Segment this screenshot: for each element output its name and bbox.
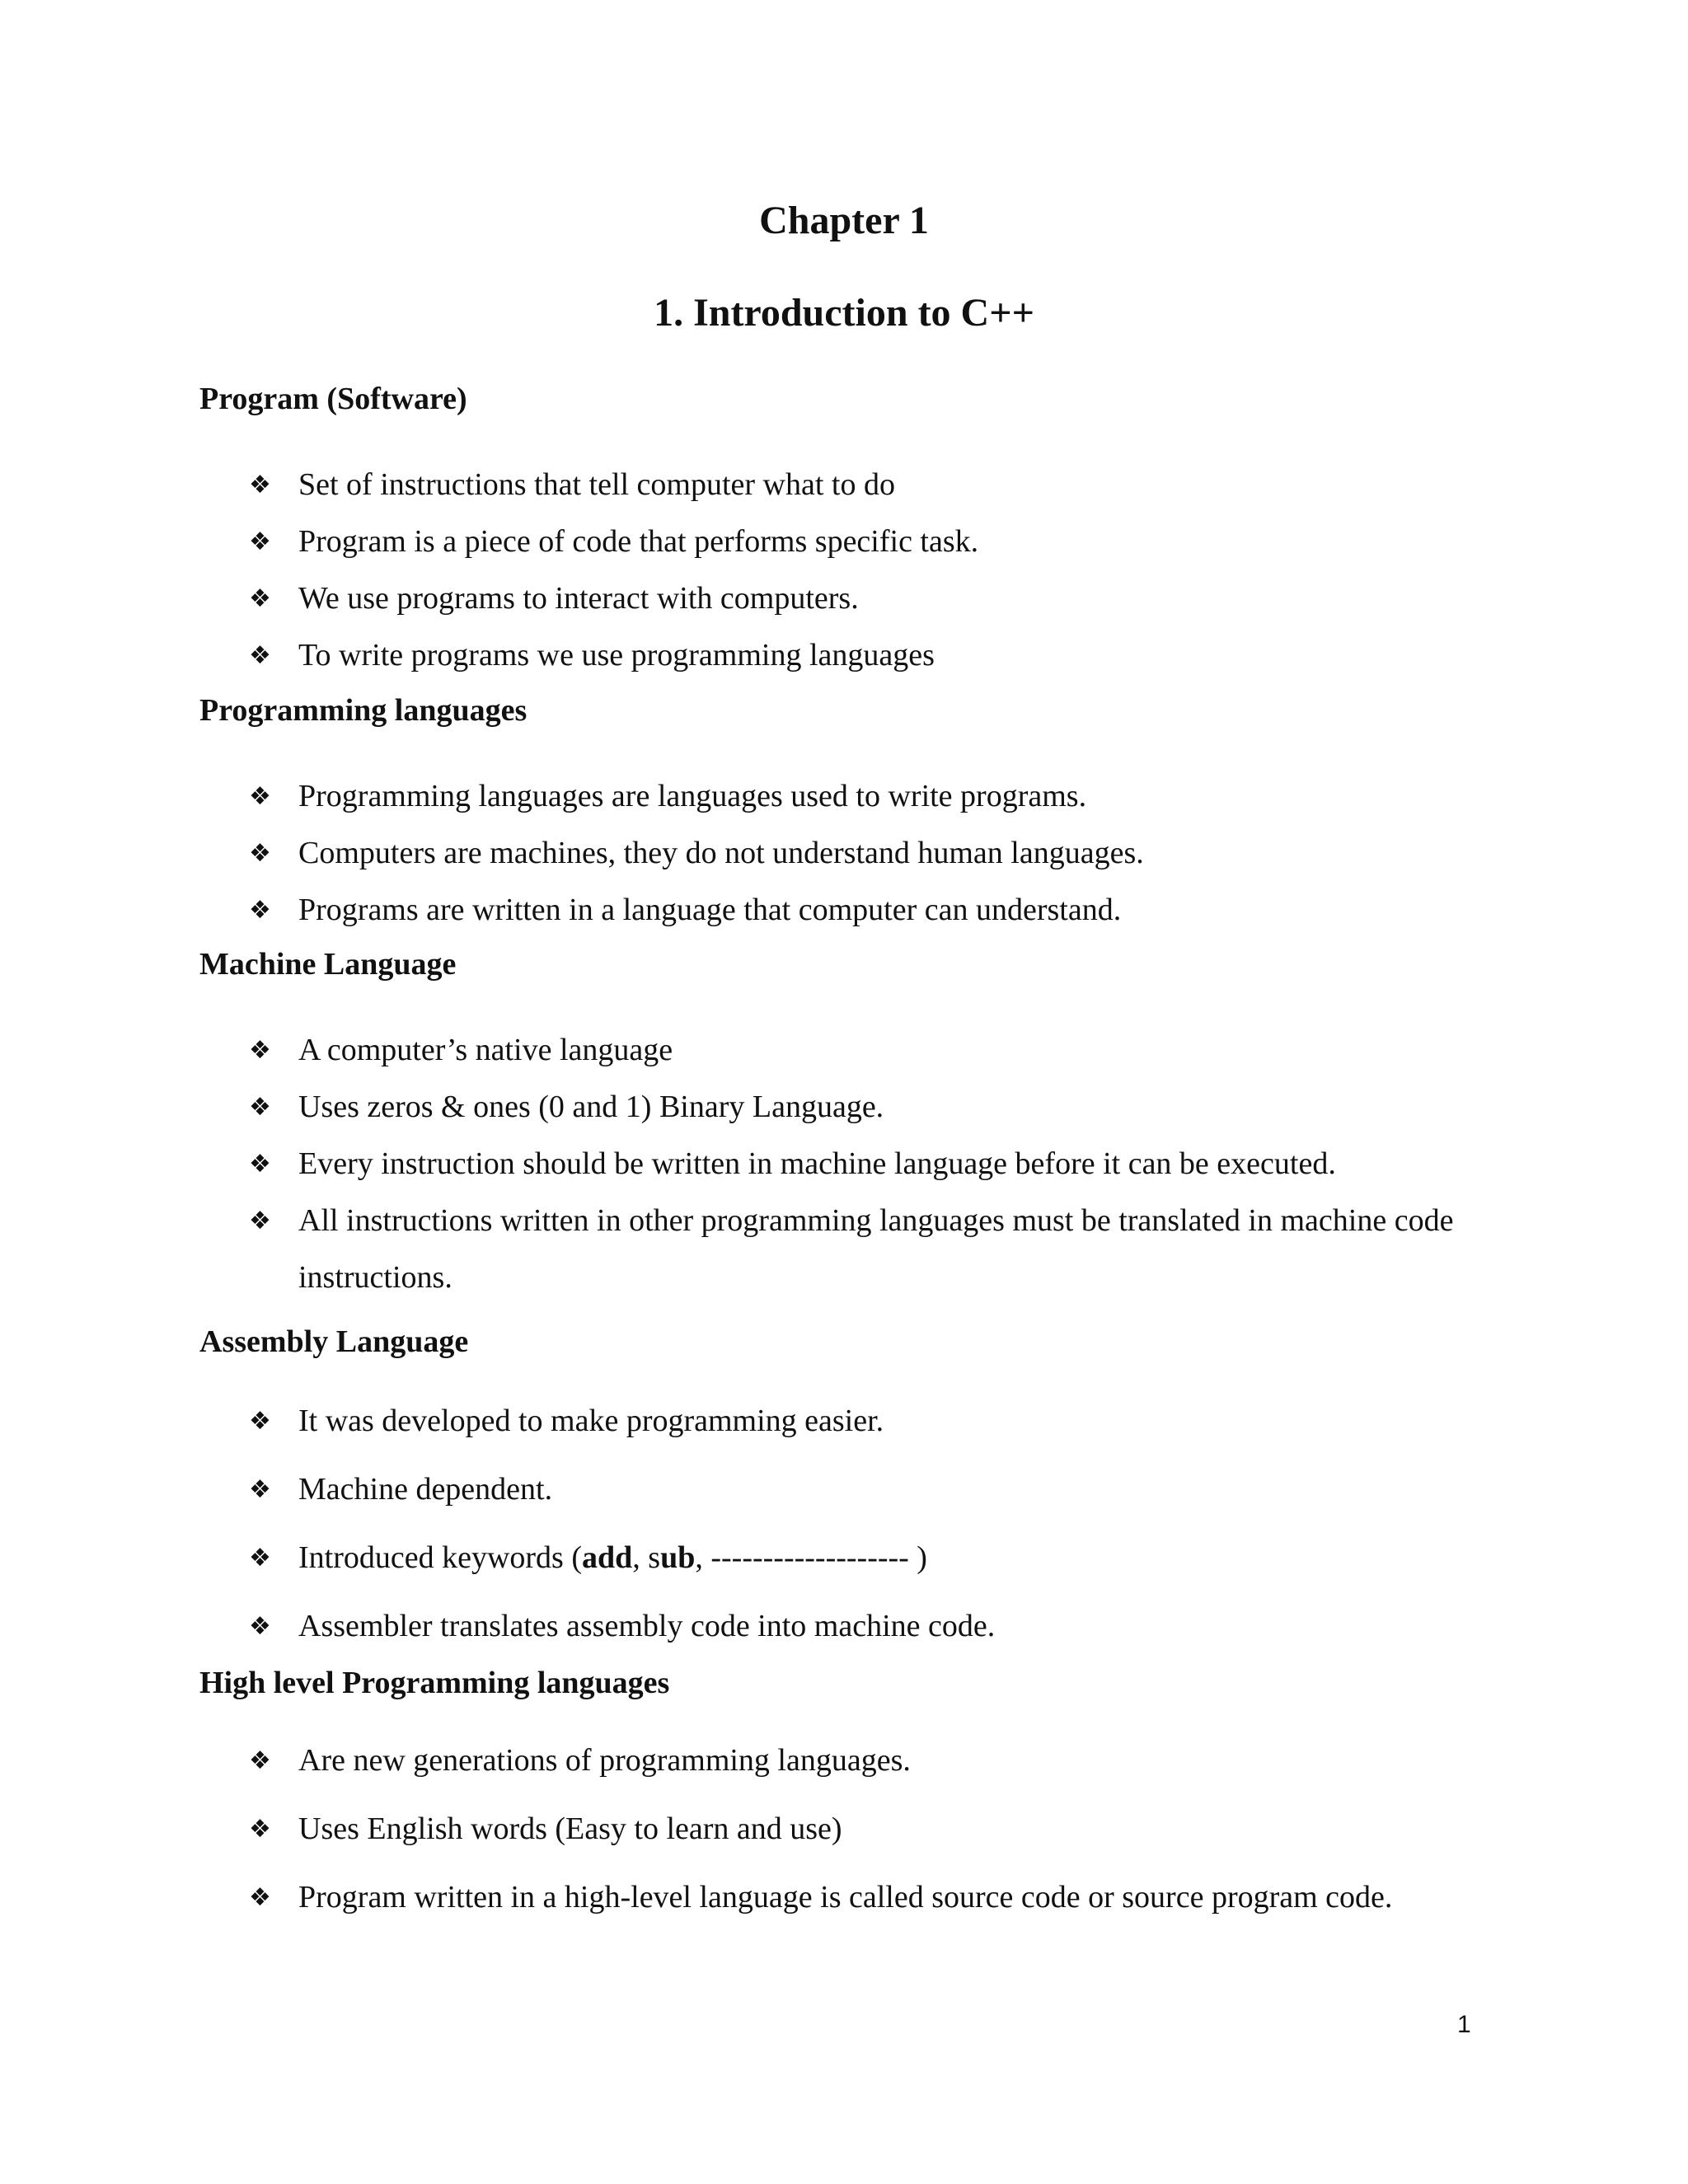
section-heading-programming-languages: Programming languages — [199, 693, 528, 728]
section-heading-high-level: High level Programming languages — [199, 1666, 670, 1700]
diamond-bullet-icon: ❖ — [249, 782, 271, 811]
diamond-bullet-icon: ❖ — [249, 1150, 271, 1179]
section-heading-assembly-language: Assembly Language — [199, 1324, 469, 1359]
page-title: 1. Introduction to C++ — [654, 291, 1034, 335]
diamond-bullet-icon: ❖ — [249, 896, 271, 925]
document-page: Chapter 1 1. Introduction to C++ Program (Software) ❖ Set of instructions that tell computer what to do ❖ Program is a piece of code that performs specific task. ❖ We use programs to interact with computers. ❖ To write programs we use programming languages Programming languages ❖ Programming languages are languages used to write programs. ❖ Computers are machines, they do not understand human languages. ❖ Programs are written in a language that computer can understand. Machine Language ❖ A computer’s native language ❖ Uses zeros & ones (0 and 1) Binary Language. ❖ Every instruction should be written in machine language before it can be executed. ❖ All instructions written in other programming languages must be translated in machine code instructions. Assembly Language ❖ It was developed to make programming easier. ❖ Machine dependent. ❖ Introduced keywords (add, sub, ------------------- ) ❖ Assembler translates assembly code into machine code. High level Programming languages ❖ Are new generations of programming languages. ❖ Uses English words (Easy to learn and use) ❖ Program written in a high-level language is called source code or source program code. 1 — [0, 0, 1688, 2184]
diamond-bullet-icon: ❖ — [249, 1746, 271, 1775]
keyword-add: add — [582, 1540, 633, 1575]
diamond-bullet-icon: ❖ — [249, 1036, 271, 1065]
diamond-bullet-icon: ❖ — [249, 1207, 271, 1235]
diamond-bullet-icon: ❖ — [249, 584, 271, 613]
diamond-bullet-icon: ❖ — [249, 641, 271, 670]
keywords-text: Introduced keywords (add, sub, ------------------- ) — [298, 1540, 927, 1575]
diamond-bullet-icon: ❖ — [249, 839, 271, 868]
keyword-sub: ub — [660, 1540, 696, 1575]
chapter-label: Chapter 1 — [759, 199, 929, 242]
diamond-bullet-icon: ❖ — [249, 1612, 271, 1641]
diamond-bullet-icon: ❖ — [249, 527, 271, 556]
diamond-bullet-icon: ❖ — [249, 471, 271, 499]
page-number: 1 — [1457, 2011, 1471, 2038]
section-heading-machine-language: Machine Language — [199, 947, 457, 982]
diamond-bullet-icon: ❖ — [249, 1883, 271, 1912]
diamond-bullet-icon: ❖ — [249, 1475, 271, 1504]
diamond-bullet-icon: ❖ — [249, 1815, 271, 1844]
diamond-bullet-icon: ❖ — [249, 1544, 271, 1572]
diamond-bullet-icon: ❖ — [249, 1407, 271, 1436]
section-heading-program: Program (Software) — [199, 382, 467, 416]
diamond-bullet-icon: ❖ — [249, 1093, 271, 1122]
